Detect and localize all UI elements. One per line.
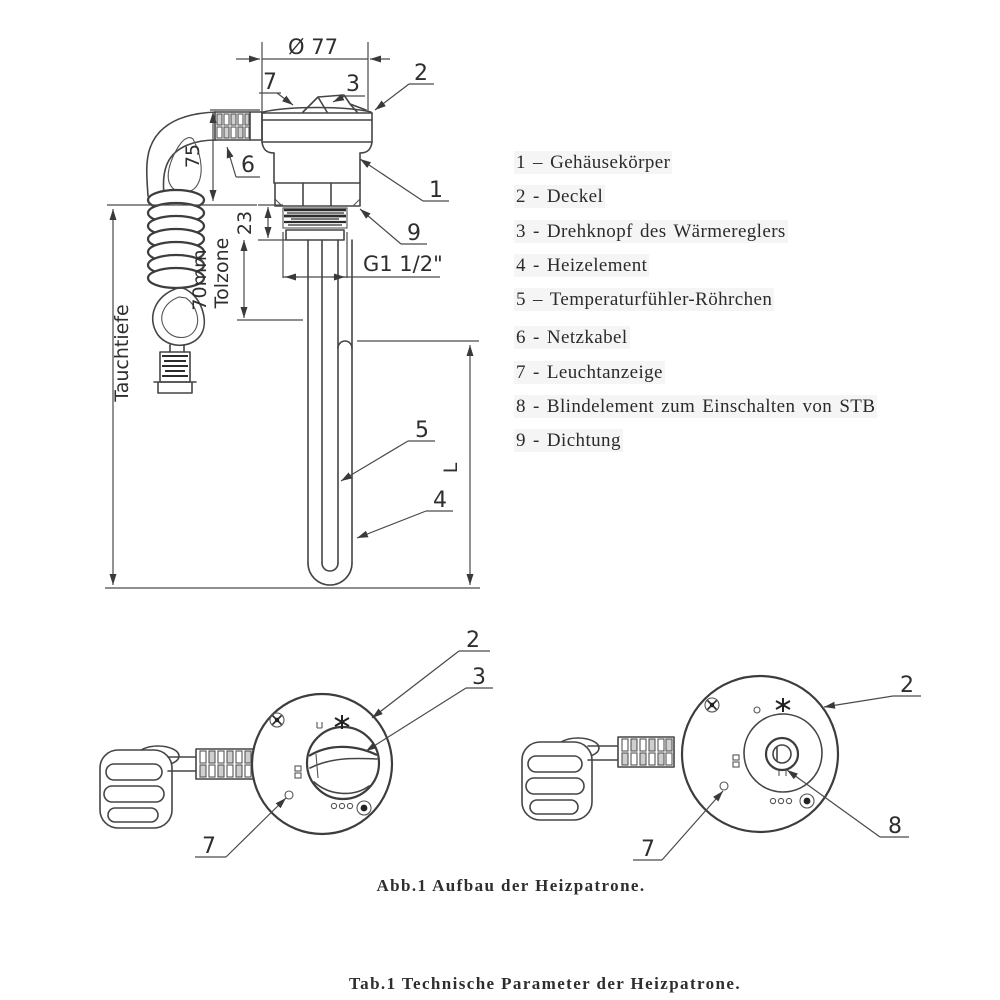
callout-2: 2 [900,673,914,698]
plug [522,738,599,820]
sensor-tube-cap [338,341,352,348]
tolzone-label: Tolzone [211,237,233,309]
cable-gland-left-view [196,749,254,779]
callout-6: 6 [241,153,255,178]
cable-plug [154,345,196,393]
callout-8: 8 [888,814,902,839]
tauchtiefe-label: Tauchtiefe [111,304,133,402]
callout-7: 7 [202,834,216,859]
dimension-length [357,341,479,585]
main-callouts [227,61,453,538]
callout-2: 2 [414,61,428,86]
cap-face [682,676,838,832]
callout-4: 4 [433,488,447,513]
legend-item-1 [514,150,934,184]
legend-item-6 [514,325,934,359]
legend-item-label: 6 - Netzkabel [516,327,628,349]
diameter-value: Ø 77 [288,35,338,59]
cap-lid [262,95,372,183]
legend-item-label: 4 - Heizelement [516,254,648,276]
thread-height-value: 23 [234,210,256,236]
table-caption: Tab.1 Technische Parameter der Heizpatrone. [349,974,741,993]
legend-item-label: 1 – Gehäusekörper [516,152,671,173]
thread-seal [283,208,347,240]
callout-7: 7 [263,70,277,95]
length-label: L [440,462,462,474]
main-side-view [105,35,480,588]
legend-item-label: 9 - Dichtung [516,430,621,452]
callout-2: 2 [466,628,480,653]
legend-item-5 [514,287,934,321]
legend-item-4 [514,253,934,287]
legend-item-9 [514,428,934,462]
callout-3: 3 [346,72,360,97]
legend-item-2 [514,184,934,218]
legend [514,150,934,463]
cable-gland [215,112,262,140]
tolzone-value: 70mm [189,249,211,311]
legend-item-3 [514,219,934,253]
dimension-23 [234,205,286,240]
legend-item-label: 2 - Deckel [516,186,604,208]
callout-7: 7 [641,837,655,862]
plug [100,746,179,828]
hex-nut [275,183,360,206]
legend-item-7 [514,360,934,394]
figure-caption: Abb.1 Aufbau der Heizpatrone. [376,876,646,895]
callout-5: 5 [415,418,429,443]
callout-9: 9 [407,221,421,246]
dimension-tolzone [189,238,303,320]
callout-1: 1 [429,178,443,203]
legend-item-label: 8 - Blindelement zum Einschalten von STB [516,396,876,418]
thread-size-value: G1 1/2" [363,252,443,276]
collar [286,230,344,240]
heating-element-tubes [308,240,352,585]
callout-3: 3 [472,665,486,690]
legend-item-label: 7 - Leuchtanzeige [516,361,663,383]
bottom-view-knob-removed [522,673,921,862]
bottom-view-with-knob [100,628,493,859]
legend-item-8 [514,394,934,428]
dimension-diameter [236,35,390,112]
cable-gland-right-view [618,737,674,767]
height-75-value: 75 [182,143,204,169]
legend-item-label: 3 - Drehknopf des Wärmereglers [516,220,786,242]
legend-item-label: 5 – Temperaturfühler-Röhrchen [516,289,773,311]
